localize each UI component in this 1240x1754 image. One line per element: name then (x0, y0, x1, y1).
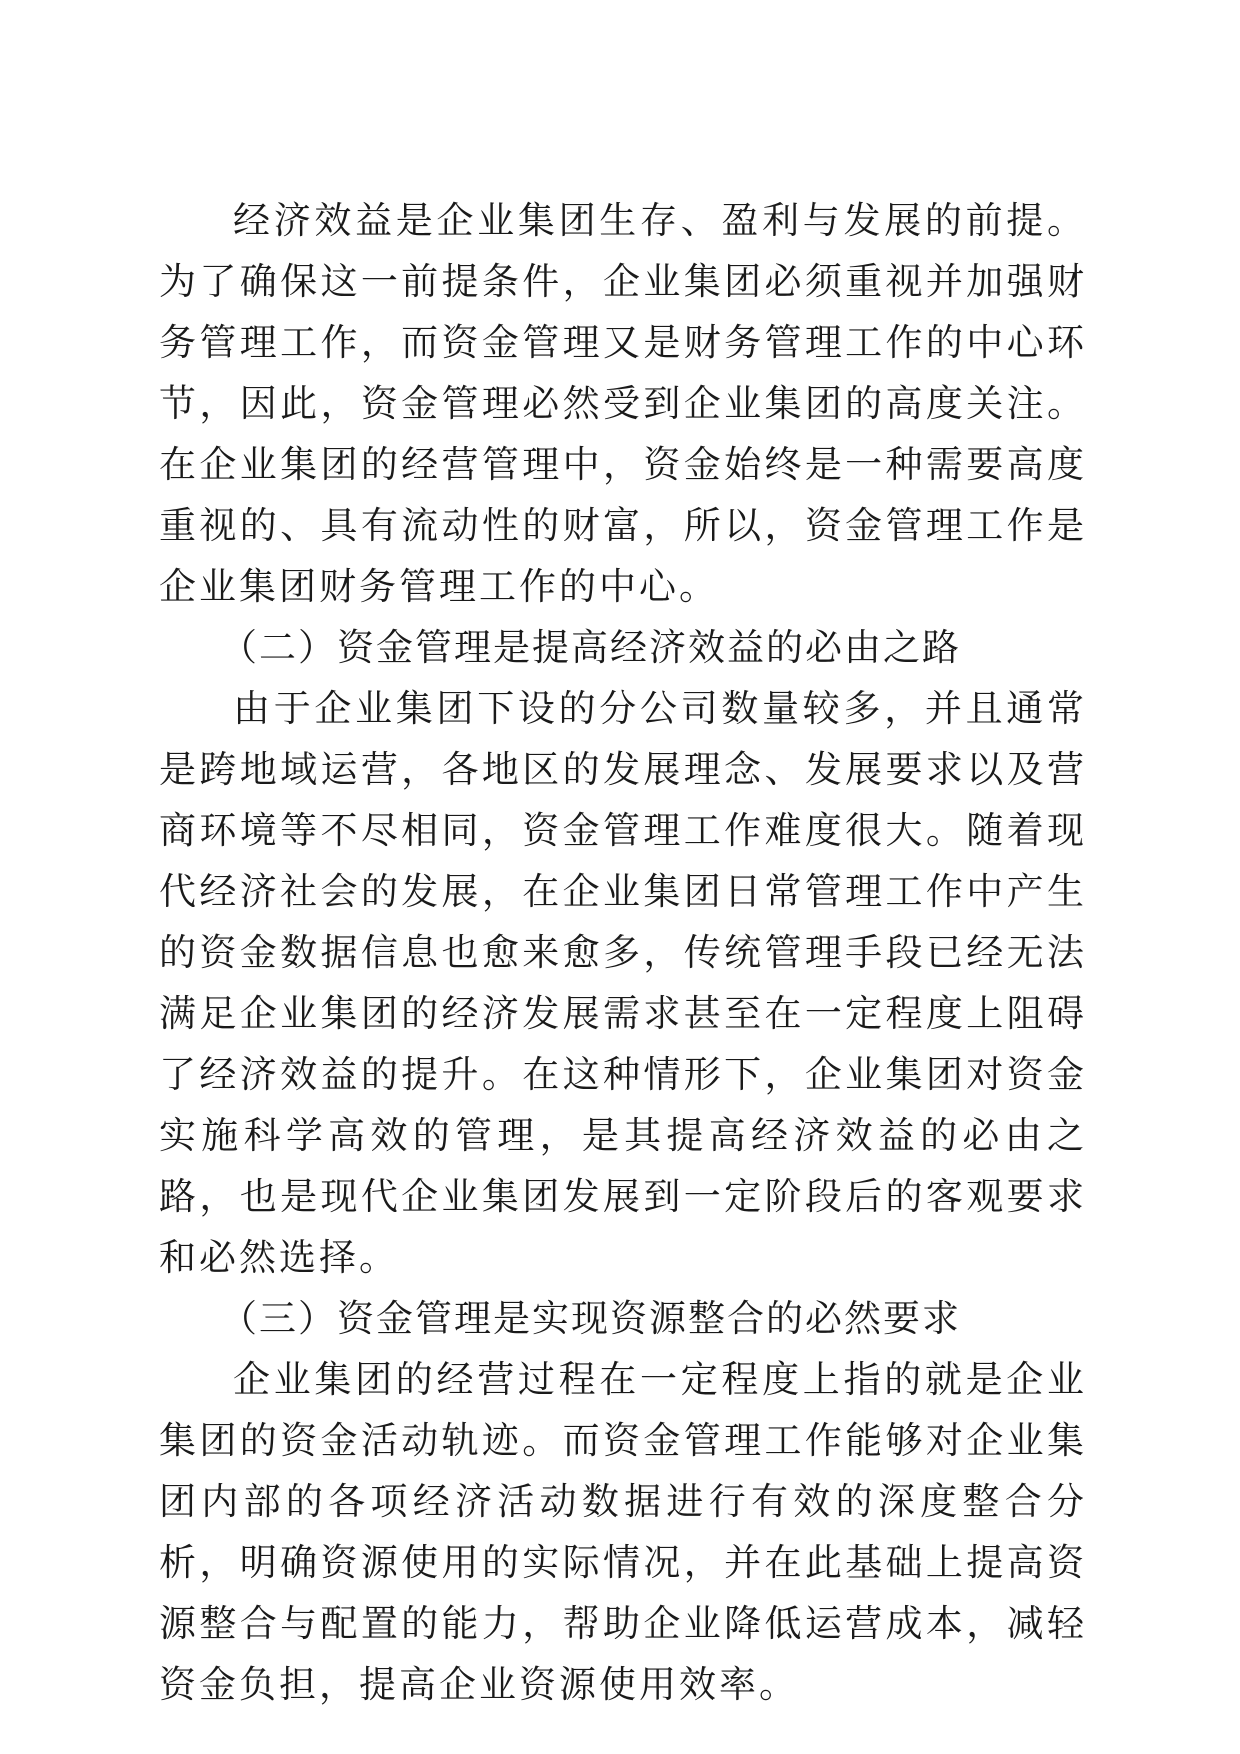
paragraph-efficiency-path: 由于企业集团下设的分公司数量较多，并且通常是跨地域运营，各地区的发展理念、发展要求以及营商环境等不尽相同，资金管理工作难度很大。随着现代经济社会的发展，在企业集团日常管理工作中产生的资金数据信息也愈来愈多，传统管理手段已经无法满足企业集团的经济发展需求甚至在一定程度上阻碍了经济效益的提升。在这种情形下，企业集团对资金实施科学高效的管理，是其提高经济效益的必由之路，也是现代企业集团发展到一定阶段后的客观要求和必然选择。 (159, 687, 1087, 1279)
section-heading-3: （三）资金管理是实现资源整合的必然要求 (220, 1297, 961, 1340)
paragraph-economic-benefit: 经济效益是企业集团生存、盈利与发展的前提。为了确保这一前提条件，企业集团必须重视并加强财务管理工作，而资金管理又是财务管理工作的中心环节，因此，资金管理必然受到企业集团的高度关注。在企业集团的经营管理中，资金始终是一种需要高度重视的、具有流动性的财富，所以，资金管理工作是企业集团财务管理工作的中心。 (159, 199, 1087, 608)
paragraph-resource-integration: 企业集团的经营过程在一定程度上指的就是企业集团的资金活动轨迹。而资金管理工作能够对企业集团内部的各项经济活动数据进行有效的深度整合分析，明确资源使用的实际情况，并在此基础上提高资源整合与配置的能力，帮助企业降低运营成本，减轻资金负担，提高企业资源使用效率。 (159, 1358, 1087, 1706)
document-body (159, 190, 1087, 1715)
section-heading-2: （二）资金管理是提高经济效益的必由之路 (220, 626, 961, 669)
